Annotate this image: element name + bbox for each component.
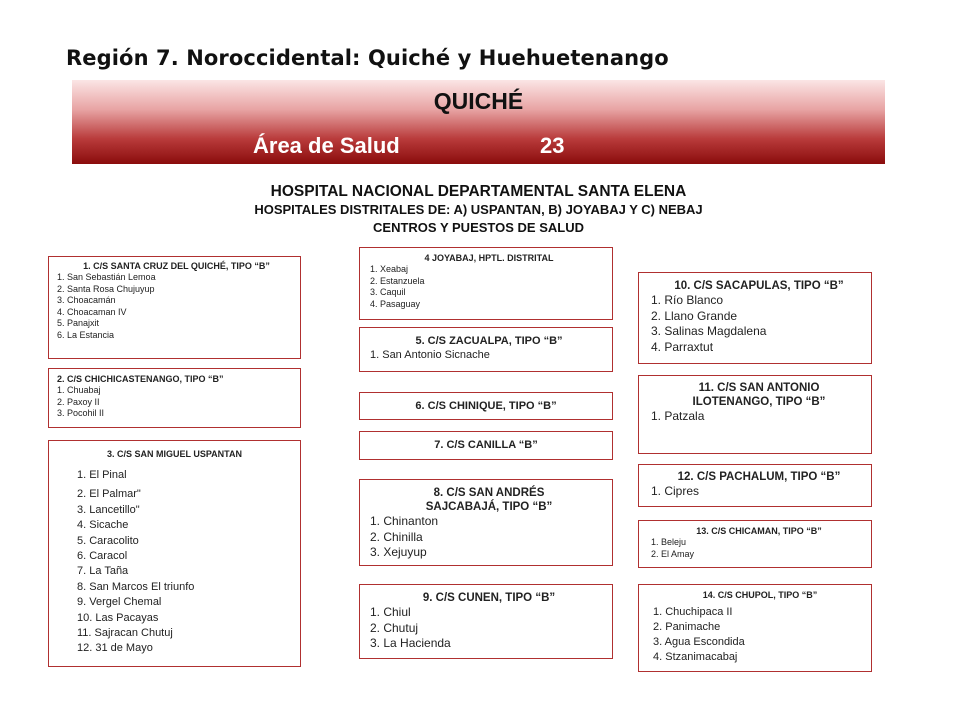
box-title: 14. C/S CHUPOL, TIPO “B” (702, 590, 818, 600)
box-title: 13. C/S CHICAMAN, TIPO “B” (696, 526, 822, 536)
centers-heading: CENTROS Y PUESTOS DE SALUD (373, 220, 584, 235)
region-title: Región 7. Noroccidental: Quiché y Huehuetenango (66, 46, 669, 70)
list-item: 1. Río Blanco (651, 293, 724, 307)
list-item: 2. Panimache (653, 621, 721, 633)
box-title: 9. C/S CUNEN, TIPO “B” (422, 592, 556, 604)
health-center-box-9 (359, 584, 613, 659)
health-center-box-5 (359, 327, 613, 372)
hospital-heading: HOSPITAL NACIONAL DEPARTAMENTAL SANTA ELENA (270, 183, 687, 200)
box-title: 1. C/S SANTA CRUZ DEL QUICHÉ, TIPO “B” (83, 261, 270, 271)
area-number: 23 (540, 133, 565, 158)
list-item: 3. Caquil (370, 287, 406, 297)
list-item: 1. Chinanton (370, 514, 439, 528)
health-center-box-8 (359, 479, 613, 566)
health-center-box-6 (359, 392, 613, 420)
list-item: 5. Panajxit (57, 318, 100, 328)
list-item: 3. Pocohil II (57, 408, 105, 418)
box-title: 6. C/S CHINIQUE, TIPO “B” (415, 400, 557, 412)
list-item: 1. Chuabaj (57, 385, 101, 395)
list-item: 12. 31 de Mayo (77, 642, 153, 655)
health-center-box-3 (48, 440, 301, 667)
list-item: 2. Estanzuela (370, 275, 425, 286)
list-item: 3. Choacamán (57, 295, 116, 305)
list-item: 1. Beleju (651, 537, 687, 547)
list-item: 1. San Antonio Sicnache (370, 349, 490, 361)
list-item: 6. La Estancia (57, 329, 115, 340)
list-item: 2. El Amay (651, 548, 695, 559)
box-title: 10. C/S SACAPULAS, TIPO “B” (674, 280, 844, 292)
box-title: 12. C/S PACHALUM, TIPO “B” (677, 471, 841, 483)
list-item: 3. La Hacienda (370, 636, 451, 650)
health-center-box-2 (48, 368, 301, 428)
box-title: 3. C/S SAN MIGUEL USPANTAN (106, 449, 242, 459)
list-item: 4. Pasaguay (370, 298, 421, 309)
list-item: 3. Agua Escondida (653, 636, 745, 648)
health-center-box-4 (359, 247, 613, 320)
box-title: 2. C/S CHICHICASTENANGO, TIPO “B” (57, 374, 224, 384)
list-item: 10. Las Pacayas (77, 611, 159, 624)
list-item: 1. Chiul (370, 605, 411, 619)
list-item: 2. Paxoy II (57, 396, 100, 407)
list-item: 2. Chutuj (370, 620, 419, 635)
list-item: 7. La Taña (77, 565, 129, 578)
area-label: Área de Salud (253, 133, 400, 158)
department-banner (72, 80, 885, 164)
list-item: 1. El Pinal (77, 469, 127, 481)
health-center-box-14 (638, 584, 872, 672)
list-item: 11. Sajracan Chutuj (77, 627, 173, 640)
department-name: QUICHÉ (433, 88, 524, 114)
list-item: 9. Vergel Chemal (77, 596, 162, 609)
list-item: 6. Caracol (77, 550, 128, 563)
health-center-box-12 (638, 464, 872, 507)
list-item: 8. San Marcos El triunfo (77, 580, 195, 593)
list-item: 1. Patzala (651, 409, 705, 423)
box-title: 5. C/S ZACUALPA, TIPO “B” (415, 335, 563, 347)
list-item: 5. Caracolito (77, 534, 139, 547)
list-item: 3. Salinas Magdalena (651, 324, 767, 338)
list-item: 3. Lancetillo" (77, 503, 140, 516)
list-item: 4. Parraxtut (651, 339, 714, 354)
health-center-box-11 (638, 375, 872, 454)
list-item: 2. El Palmar" (77, 488, 141, 501)
box-title: 7. C/S CANILLA “B” (434, 439, 538, 451)
box-title: 11. C/S SAN ANTONIO ILOTENANGO, TIPO “B” (692, 382, 826, 408)
box-title: 8. C/S SAN ANDRÉS SAJCABAJÁ, TIPO “B” (425, 487, 553, 513)
list-item: 1. Chuchipaca II (653, 606, 733, 618)
list-item: 2. Llano Grande (651, 308, 738, 323)
list-item: 1. Cipres (651, 484, 700, 498)
health-center-box-13 (638, 520, 872, 568)
list-item: 4. Stzanimacabaj (653, 651, 738, 663)
list-item: 1. Xeabaj (370, 264, 409, 274)
list-item: 1. San Sebastián Lemoa (57, 272, 156, 282)
district-hospitals-heading: HOSPITALES DISTRITALES DE: A) USPANTAN, B) JOYABAJ Y C) NEBAJ (254, 202, 703, 217)
health-center-box-10 (638, 272, 872, 364)
health-center-box-1 (48, 256, 301, 359)
list-item: 2. Santa Rosa Chujuyup (57, 283, 155, 294)
headings (72, 182, 885, 236)
box-title: 4 JOYABAJ, HPTL. DISTRITAL (424, 253, 554, 263)
list-item: 2. Chinilla (370, 529, 423, 544)
list-item: 3. Xejuyup (370, 545, 427, 559)
list-item: 4. Choacaman IV (57, 306, 127, 317)
health-center-box-7 (359, 431, 613, 460)
list-item: 4. Sicache (77, 519, 129, 532)
